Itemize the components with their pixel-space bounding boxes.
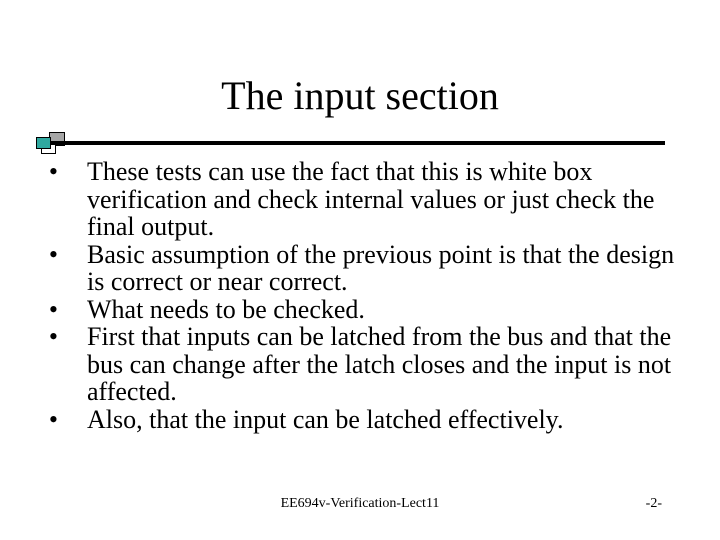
bullet-glyph: •: [48, 294, 58, 324]
bullet-glyph: •: [48, 322, 58, 351]
footer-course-label: EE694v-Verification-Lect11: [280, 496, 440, 511]
page-number: -2-: [645, 496, 662, 511]
bullet-text: These tests can use the fact that this is white box verification and check internal values or just check the final output.: [87, 157, 655, 241]
bullet-item: [28, 158, 678, 241]
title-divider: [50, 141, 665, 145]
bullet-item: [28, 406, 678, 434]
bullet-text: Basic assumption of the previous point is that the design is correct or near correct.: [87, 239, 675, 296]
bullet-item: [28, 323, 678, 406]
bullet-item: [28, 296, 678, 324]
bullet-text: What needs to be checked.: [87, 294, 365, 324]
teal-square: [36, 137, 51, 149]
bullet-glyph: •: [48, 157, 58, 186]
bullet-item: [28, 241, 678, 296]
bullet-list: [28, 158, 678, 433]
bullet-text: Also, that the input can be latched effectively.: [87, 404, 564, 434]
bullet-glyph: •: [48, 239, 58, 269]
slide-title: The input section: [221, 73, 499, 118]
bullet-glyph: •: [48, 404, 58, 434]
bullet-text: First that inputs can be latched from the bus and that the bus can change after the latch closes and the input is not affected.: [87, 322, 672, 406]
